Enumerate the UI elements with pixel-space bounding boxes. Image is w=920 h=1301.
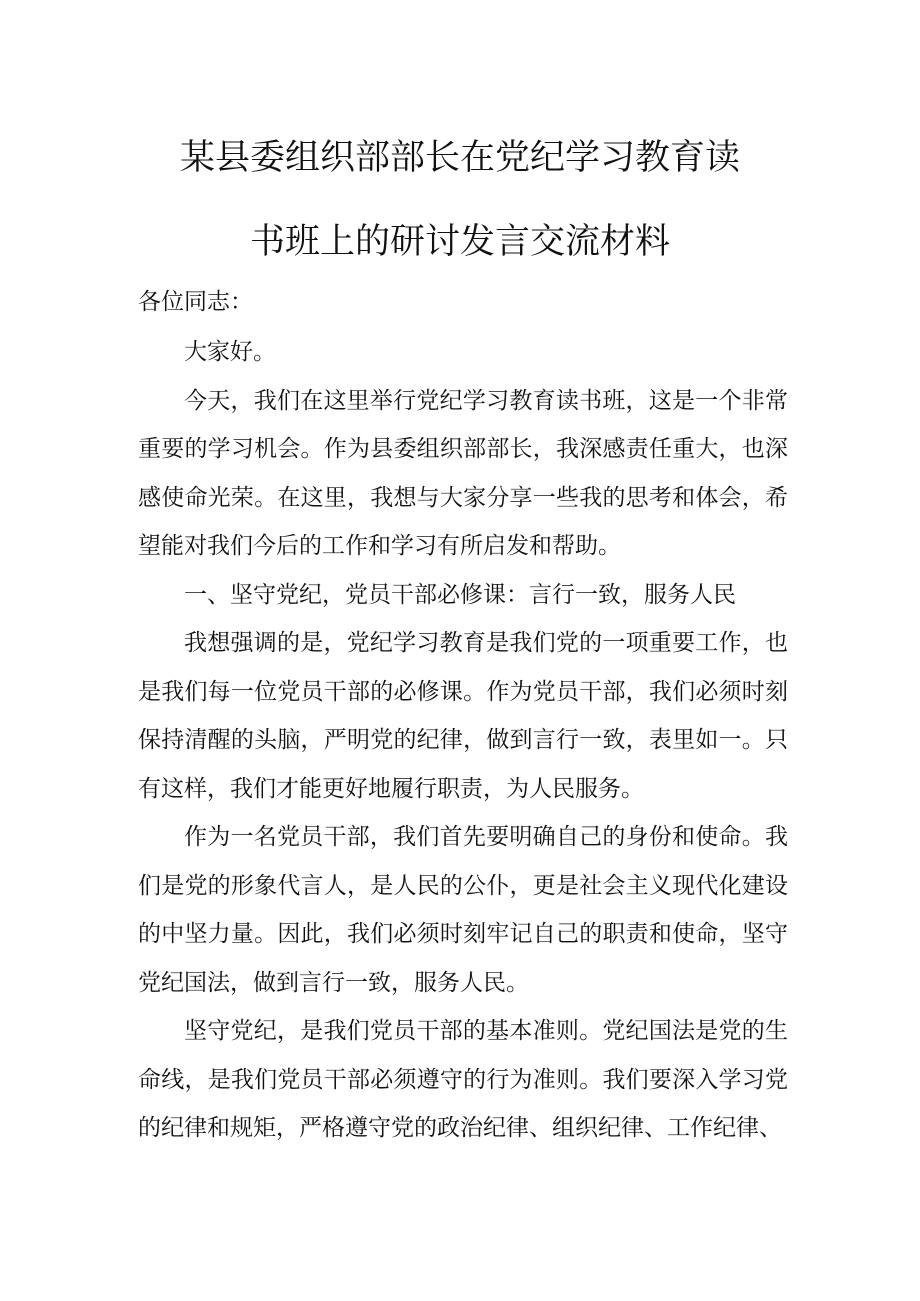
section-heading-1: 一、坚守党纪，党员干部必修课：言行一致，服务人民 bbox=[184, 581, 736, 608]
paragraph-greeting: 大家好。 bbox=[184, 339, 276, 365]
paragraph-body-1: 我想强调的是，党纪学习教育是我们党的一项重要工作，也是我们每一位党员干部的必修课。作为党员干部，我们必须时刻保持清醒的头脑，严明党的纪律，做到言行一致，表里如一。只有这样，我们才能更好地履行职责，为人民服务。 bbox=[138, 630, 788, 802]
document-title-line-2: 书班上的研讨发言交流材料 bbox=[249, 222, 670, 262]
paragraph-body-3: 坚守党纪，是我们党员干部的基本准则。党纪国法是党的生命线，是我们党员干部必须遵守的行为准则。我们要深入学习党的纪律和规矩，严格遵守党的政治纪律、组织纪律、工作纪律、 bbox=[138, 1018, 788, 1141]
paragraph-body-2: 作为一名党员干部，我们首先要明确自己的身份和使命。我们是党的形象代言人，是人民的公仆，更是社会主义现代化建设的中坚力量。因此，我们必须时刻牢记自己的职责和使命，坚守党纪国法，做到言行一致，服务人民。 bbox=[138, 824, 788, 996]
document-body bbox=[138, 328, 788, 1153]
paragraph-intro: 今天，我们在这里举行党纪学习教育读书班，这是一个非常重要的学习机会。作为县委组织部部长，我深感责任重大，也深感使命光荣。在这里，我想与大家分享一些我的思考和体会，希望能对我们今后的工作和学习有所启发和帮助。 bbox=[138, 387, 788, 559]
document-title-line-1: 某县委组织部部长在党纪学习教育读 bbox=[179, 138, 740, 178]
salutation: 各位同志： bbox=[138, 289, 253, 315]
